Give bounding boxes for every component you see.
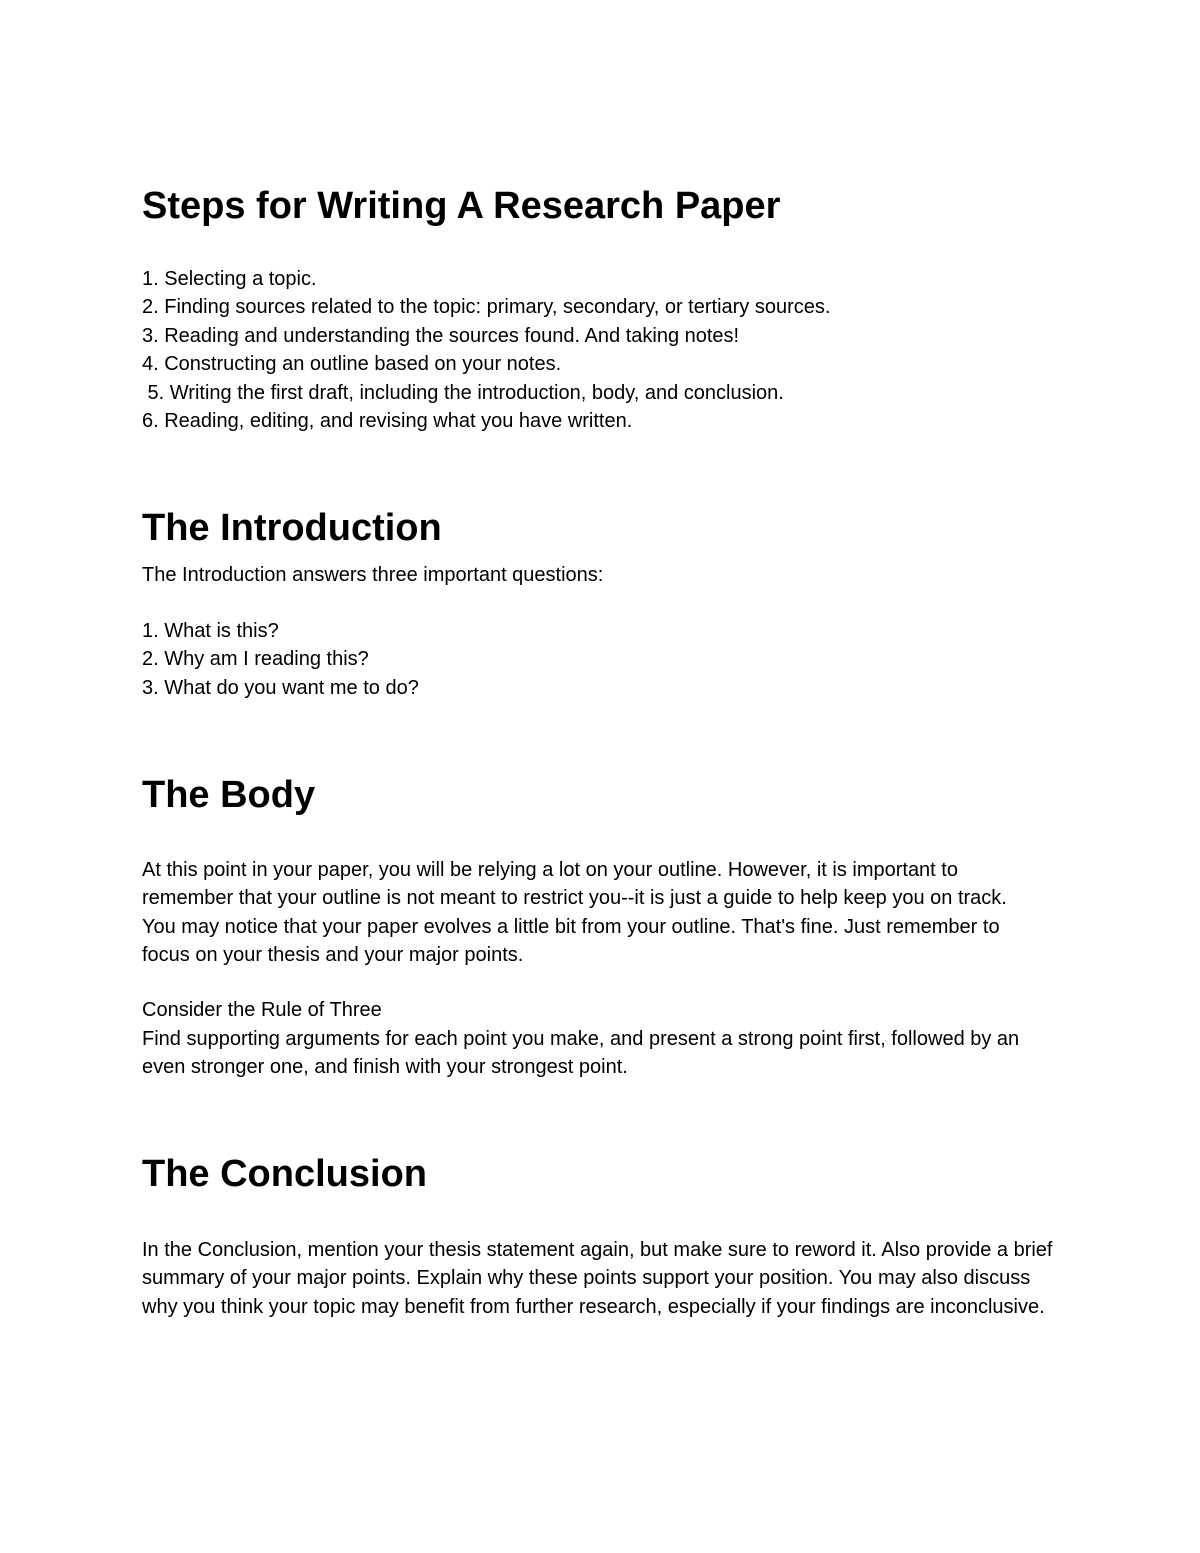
steps-item: 1. Selecting a topic.	[142, 268, 317, 290]
introduction-lead: The Introduction answers three important questions:	[142, 564, 604, 586]
introduction-questions	[142, 617, 1082, 702]
introduction-title: The Introduction	[142, 507, 442, 549]
steps-item: 6. Reading, editing, and revising what you have written.	[142, 410, 633, 433]
conclusion-title: The Conclusion	[142, 1153, 427, 1195]
introduction-question: 3. What do you want me to do?	[142, 676, 419, 699]
steps-item: 5. Writing the first draft, including the introduction, body, and conclusion.	[142, 381, 784, 404]
steps-item: 2. Finding sources related to the topic: primary, secondary, or tertiary sources.	[142, 296, 831, 319]
conclusion-paragraph: In the Conclusion, mention your thesis statement again, but make sure to reword it. Also provide a brief summary of your major points. Explain why these points support your position. You may also discuss why you think your topic may benefit from further research, especially if your findings are inconclusive.	[142, 1239, 1053, 1318]
steps-title: Steps for Writing A Research Paper	[142, 185, 781, 227]
introduction-question: 1. What is this?	[142, 620, 279, 642]
steps-list	[142, 265, 1082, 435]
steps-item: 4. Constructing an outline based on your notes.	[142, 353, 562, 376]
body-title: The Body	[142, 774, 316, 816]
rule-of-three-text: Find supporting arguments for each point you make, and present a strong point first, followed by an even stronger one, and finish with your strongest point.	[142, 1028, 1020, 1079]
introduction-question: 2. Why am I reading this?	[142, 648, 369, 671]
rule-of-three-heading: Consider the Rule of Three	[142, 999, 382, 1021]
steps-item: 3. Reading and understanding the sources found. And taking notes!	[142, 324, 740, 347]
body-paragraph: At this point in your paper, you will be relying a lot on your outline. However, it is important to remember that your outline is not meant to restrict you--it is just a guide to help keep you on track. You may notice that your paper evolves a little bit from your outline. That's fine. Just remember to focus on your thesis and your major points.	[142, 859, 1007, 967]
